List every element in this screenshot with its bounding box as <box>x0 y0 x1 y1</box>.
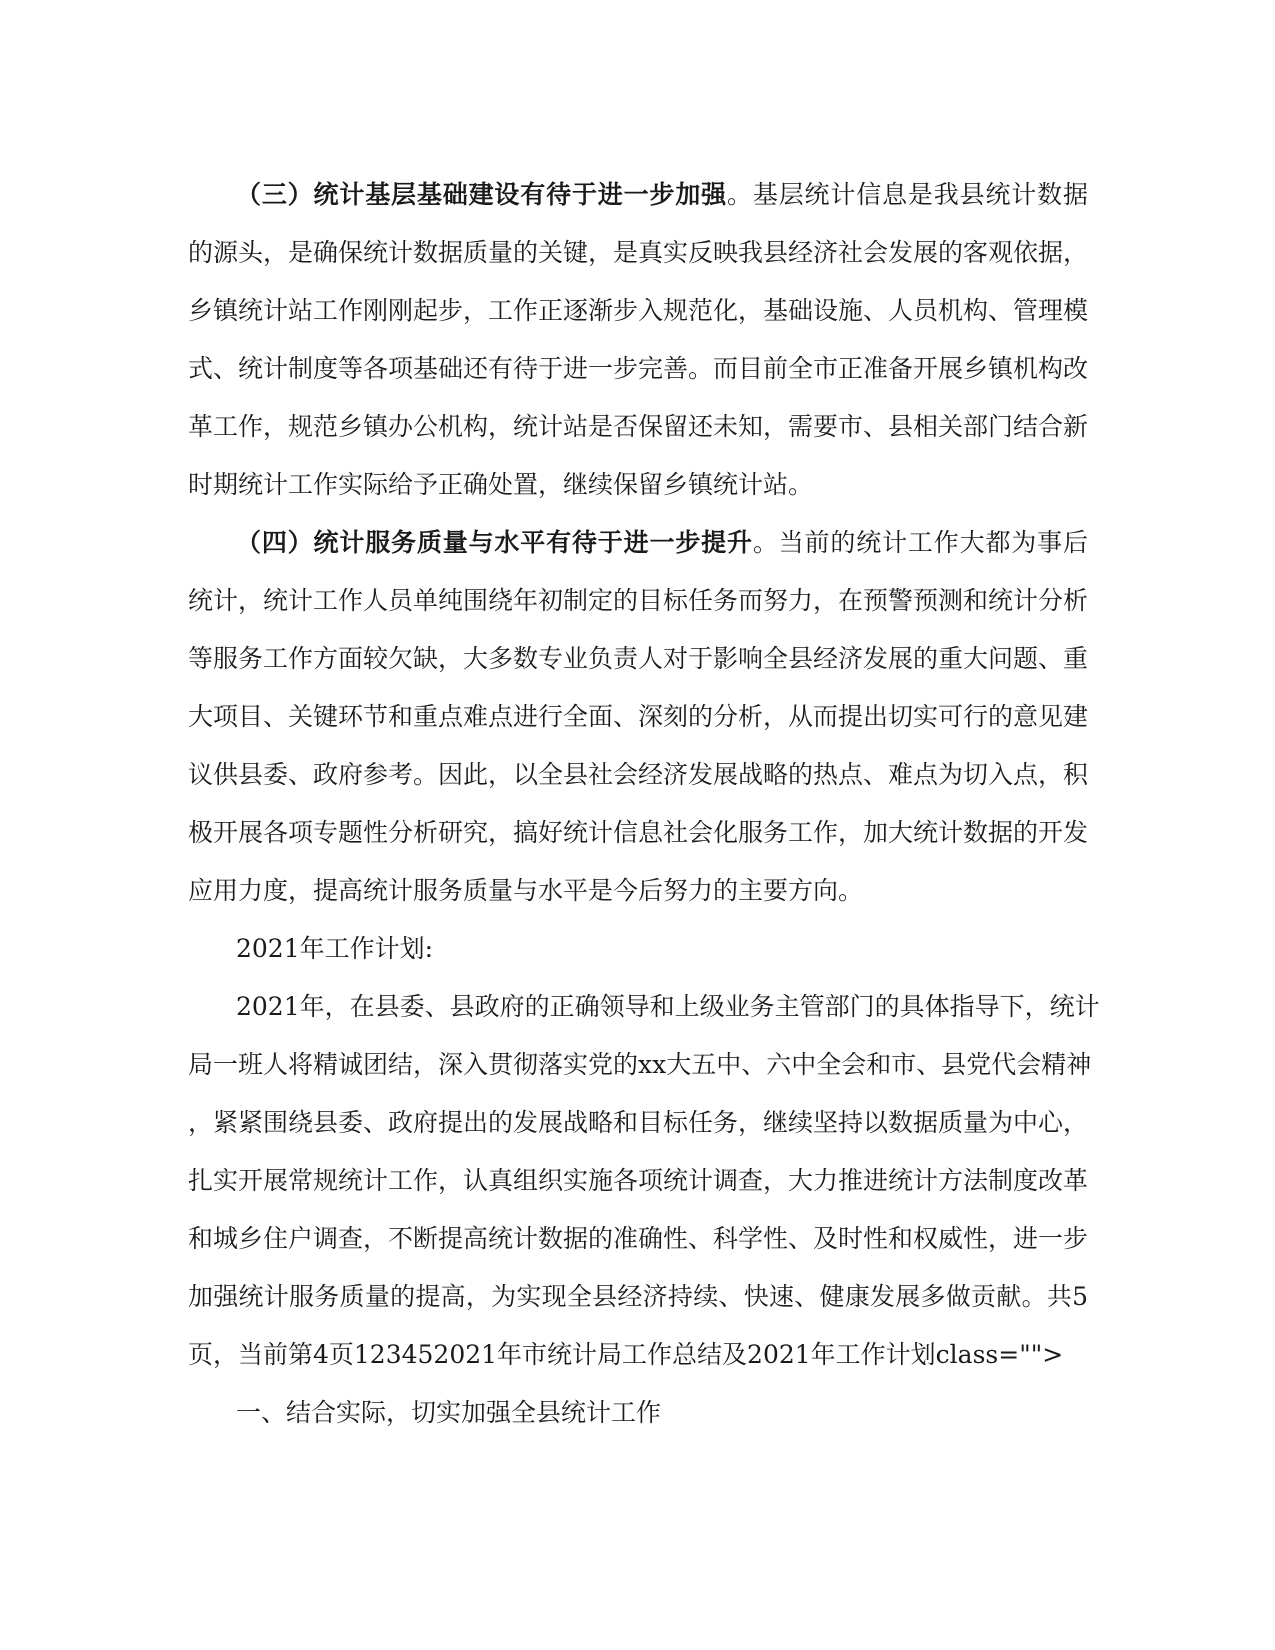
plan-line-1: 2021年，在县委、县政府的正确领导和上级业务主管部门的具体指导下，统计 <box>236 992 1100 1021</box>
section3-line-1-text: 。基层统计信息是我县统计数据 <box>727 180 1088 209</box>
section4-line-4: 大项目、关键环节和重点难点进行全面、深刻的分析，从而提出切实可行的意见建 <box>188 702 1089 731</box>
section3-line-2: 的源头，是确保统计数据质量的关键，是真实反映我县经济社会发展的客观依据， <box>188 238 1089 267</box>
section4-heading: （四）统计服务质量与水平有待于进一步提升 <box>236 528 753 557</box>
plan-line-3: ，紧紧围绕县委、政府提出的发展战略和目标任务，继续坚持以数据质量为中心， <box>188 1108 1089 1137</box>
plan-title: 2021年工作计划: <box>236 934 434 963</box>
section4-line-1 <box>188 514 1088 572</box>
section3-heading: （三）统计基层基础建设有待于进一步加强 <box>236 180 728 209</box>
plan-line-5: 和城乡住户调查，不断提高统计数据的准确性、科学性、及时性和权威性，进一步 <box>188 1224 1089 1253</box>
section4-line-1-text: 。当前的统计工作大都为事后 <box>752 528 1088 557</box>
section3-line-4: 式、统计制度等各项基础还有待于进一步完善。而目前全市正准备开展乡镇机构改 <box>188 354 1089 383</box>
section3-line-5: 革工作，规范乡镇办公机构，统计站是否保留还未知，需要市、县相关部门结合新 <box>188 412 1089 441</box>
section3-line-3: 乡镇统计站工作刚刚起步，工作正逐渐步入规范化，基础设施、人员机构、管理模 <box>188 296 1089 325</box>
plan-line-7: 页，当前第4页123452021年市统计局工作总结及2021年工作计划class=""> <box>188 1340 1064 1369</box>
plan-line-2: 局一班人将精诚团结，深入贯彻落实党的xx大五中、六中全会和市、县党代会精神 <box>188 1050 1092 1079</box>
section4-line-6: 极开展各项专题性分析研究，搞好统计信息社会化服务工作，加大统计数据的开发 <box>188 818 1089 847</box>
section3-line-1 <box>188 166 1088 224</box>
section4-line-5: 议供县委、政府参考。因此，以全县社会经济发展战略的热点、难点为切入点，积 <box>188 760 1089 789</box>
section4-line-7: 应用力度，提高统计服务质量与水平是今后努力的主要方向。 <box>188 876 864 905</box>
section3-line-6: 时期统计工作实际给予正确处置，继续保留乡镇统计站。 <box>188 470 814 499</box>
section4-line-2: 统计，统计工作人员单纯围绕年初制定的目标任务而努力，在预警预测和统计分析 <box>188 586 1089 615</box>
document-body <box>188 166 1100 1442</box>
section4-line-3: 等服务工作方面较欠缺，大多数专业负责人对于影响全县经济发展的重大问题、重 <box>188 644 1089 673</box>
plan-line-6: 加强统计服务质量的提高，为实现全县经济持续、快速、健康发展多做贡献。共5 <box>188 1282 1088 1311</box>
plan-line-4: 扎实开展常规统计工作，认真组织实施各项统计调查，大力推进统计方法制度改革 <box>188 1166 1089 1195</box>
section1-title: 一、结合实际，切实加强全县统计工作 <box>236 1398 662 1427</box>
